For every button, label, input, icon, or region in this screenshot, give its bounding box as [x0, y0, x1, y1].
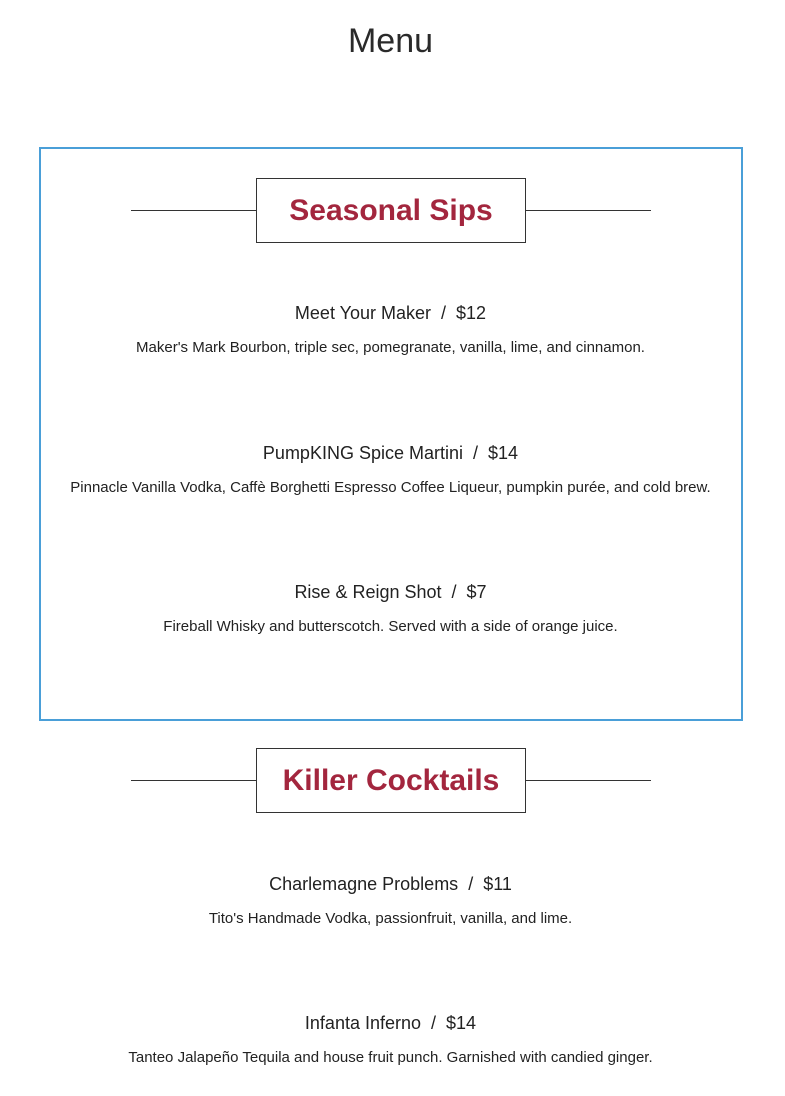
menu-item-description: Fireball Whisky and butterscotch. Served with a side of orange juice. [163, 618, 618, 635]
menu-item-separator: / [451, 582, 457, 602]
page-title: Menu [347, 22, 434, 60]
menu-item-name: Charlemagne Problems [269, 874, 459, 894]
menu-item-heading [0, 581, 781, 603]
header-rule-left [131, 780, 256, 781]
menu-item [0, 873, 781, 928]
menu-item [0, 302, 781, 357]
menu-item-description: Tanteo Jalapeño Tequila and house fruit punch. Garnished with candied ginger. [128, 1049, 653, 1066]
menu-item-name: PumpKING Spice Martini [262, 443, 463, 463]
menu-item-price: $12 [456, 303, 487, 323]
menu-item-description: Pinnacle Vanilla Vodka, Caffè Borghetti Espresso Coffee Liqueur, pumpkin purée, and cold brew. [70, 479, 711, 496]
menu-item-name: Rise & Reign Shot [294, 582, 442, 602]
menu-item [0, 442, 781, 497]
menu-item-name: Infanta Inferno [304, 1013, 422, 1033]
menu-item-price: $14 [488, 443, 519, 463]
section-header-killer-cocktails [131, 748, 651, 813]
section-title: Seasonal Sips [289, 193, 493, 227]
menu-item-heading [0, 873, 781, 895]
menu-item-heading [0, 1012, 781, 1034]
section-title-box [256, 178, 526, 243]
menu-item-separator: / [468, 874, 474, 894]
menu-item [0, 1012, 781, 1067]
menu-item-separator: / [431, 1013, 437, 1033]
menu-item-price: $14 [446, 1013, 477, 1033]
menu-item-description: Tito's Handmade Vodka, passionfruit, vanilla, and lime. [208, 910, 573, 927]
section-title-box [256, 748, 526, 813]
menu-item-price: $11 [483, 874, 512, 894]
menu-item [0, 581, 781, 636]
menu-item-separator: / [473, 443, 479, 463]
menu-item-separator: / [441, 303, 447, 323]
header-rule-right [526, 780, 651, 781]
menu-item-description: Maker's Mark Bourbon, triple sec, pomegranate, vanilla, lime, and cinnamon. [136, 339, 645, 356]
menu-item-name: Meet Your Maker [294, 303, 431, 323]
menu-item-heading [0, 302, 781, 324]
menu-item-heading [0, 442, 781, 464]
section-header-seasonal-sips [131, 178, 651, 243]
section-title: Killer Cocktails [282, 763, 500, 797]
menu-item-price: $7 [466, 582, 487, 602]
header-rule-right [526, 210, 651, 211]
header-rule-left [131, 210, 256, 211]
